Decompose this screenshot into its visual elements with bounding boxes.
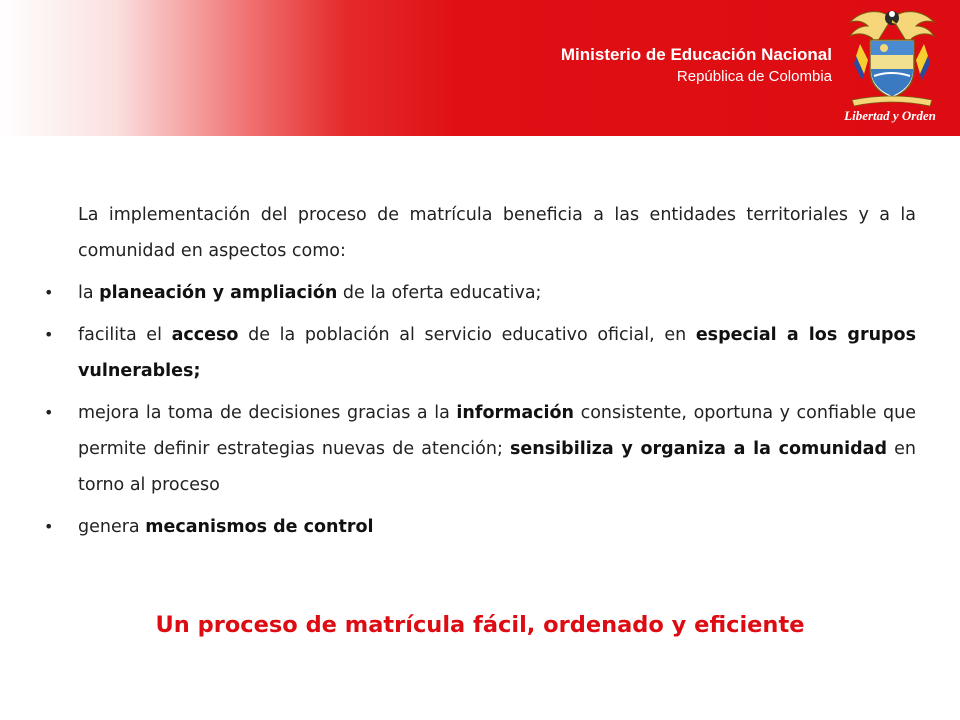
main-content — [44, 197, 916, 551]
ministry-block — [561, 44, 832, 88]
colombia-coat-of-arms-logo — [842, 4, 942, 132]
list-item: • mejora la toma de decisiones gracias a la información consistente, oportuna y confiable que permite definir estrategias nuevas de atención; sensibiliza y organiza a la comunidad en torno al proceso — [44, 395, 916, 503]
bullet-icon: • — [44, 403, 54, 422]
condor-shield-icon — [842, 4, 942, 108]
crest-motto: Libertad y Orden — [844, 108, 936, 123]
bullet-icon: • — [44, 325, 54, 344]
bullet-icon: • — [44, 517, 54, 536]
benefits-list — [44, 275, 916, 545]
header-banner — [0, 0, 960, 136]
bullet-icon: • — [44, 283, 54, 302]
ministry-name: Ministerio de Educación Nacional — [560, 45, 832, 64]
slide-tagline: Un proceso de matrícula fácil, ordenado y eficiente — [155, 612, 805, 638]
list-item: • genera mecanismos de control — [44, 509, 916, 545]
list-item: • facilita el acceso de la población al servicio educativo oficial, en especial a los grupos vulnerables; — [44, 317, 916, 389]
list-item: • la planeación y ampliación de la oferta educativa; — [44, 275, 916, 311]
country-name: República de Colombia — [676, 68, 832, 85]
intro-paragraph: La implementación del proceso de matrícula beneficia a las entidades territoriales y a la comunidad en aspectos como: — [78, 205, 916, 261]
